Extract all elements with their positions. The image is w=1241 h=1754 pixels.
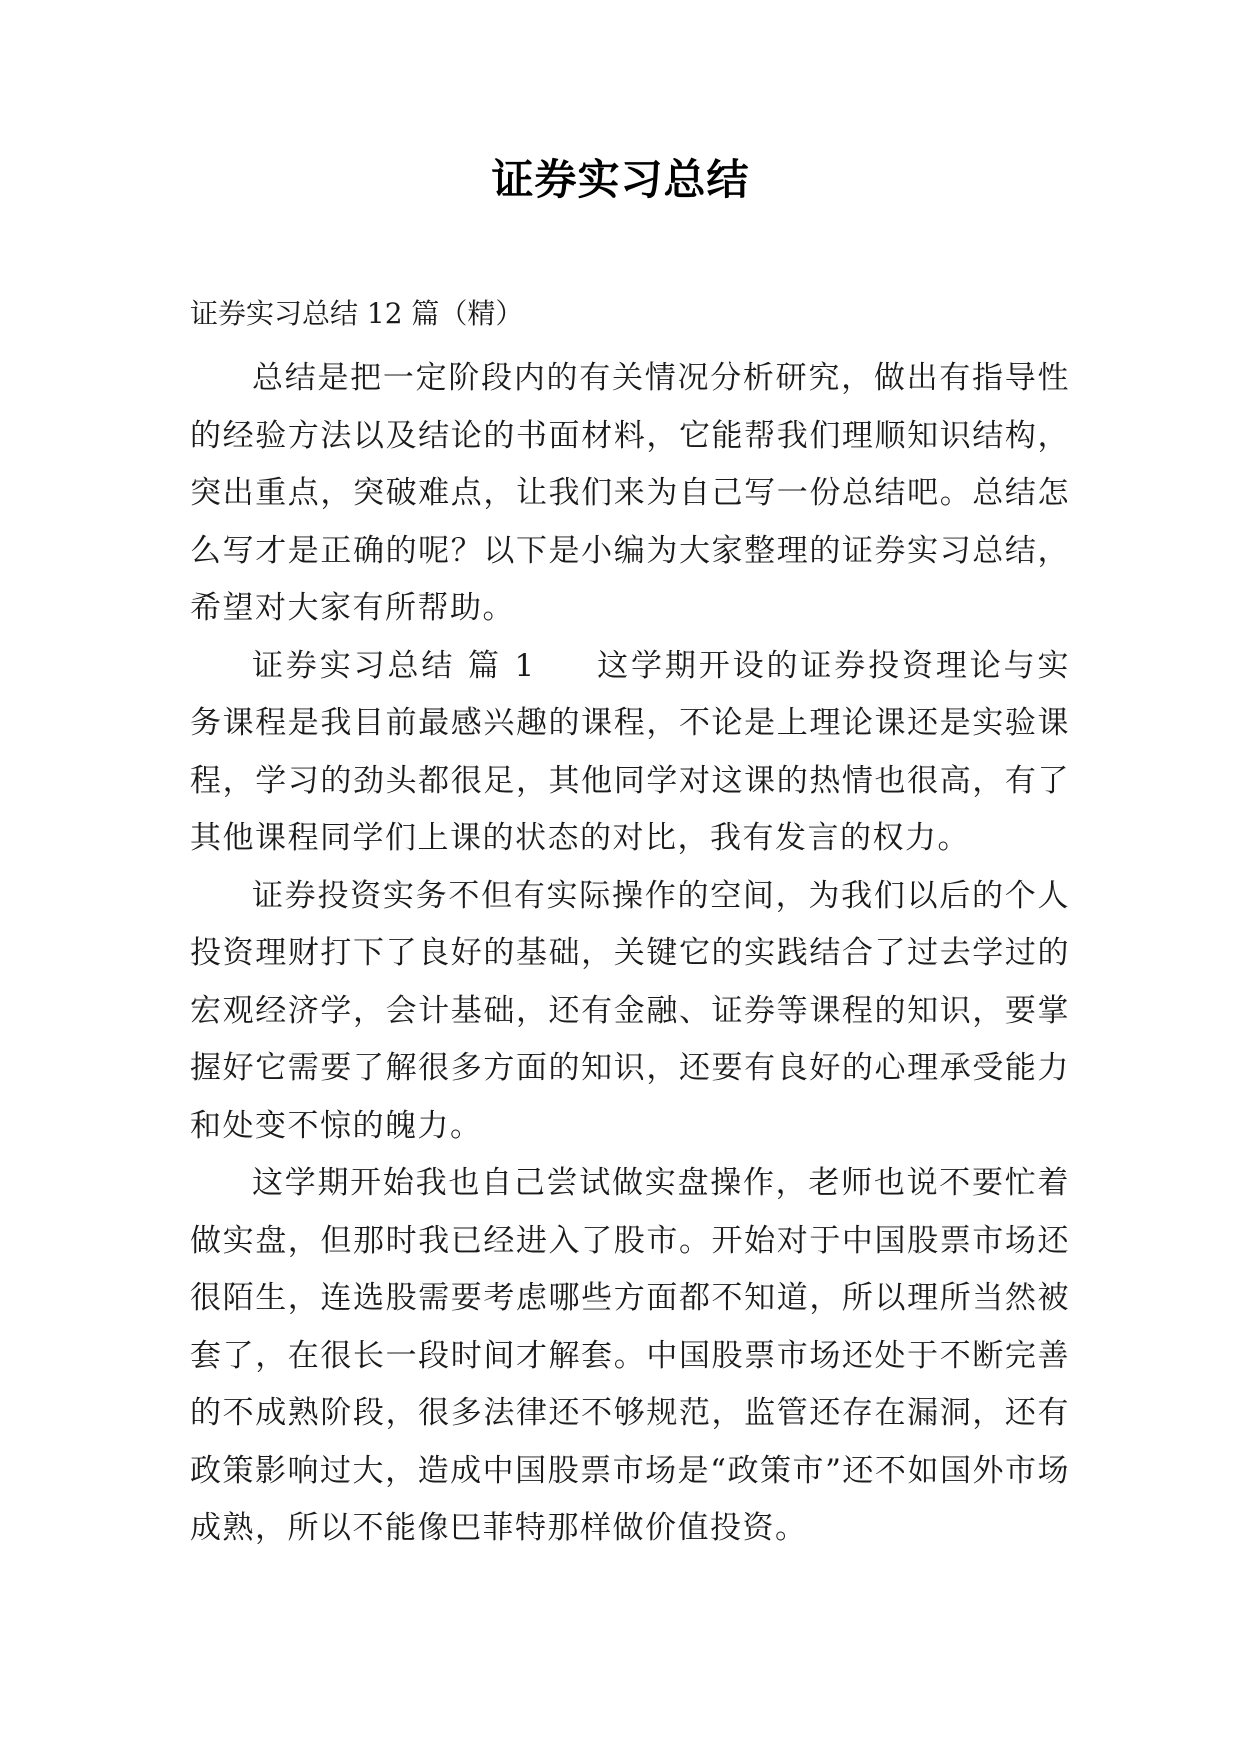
document-subtitle: 证券实习总结 12 篇（精） bbox=[190, 297, 524, 330]
section-1-paragraph bbox=[190, 638, 1070, 868]
intro-paragraph: 总结是把一定阶段内的有关情况分析研究，做出有指导性的经验方法以及结论的书面材料，它能帮我们理顺知识结构，突出重点，突破难点，让我们来为自己写一份总结吧。总结怎么写才是正确的呢？以下是小编为大家整理的证券实习总结，希望对大家有所帮助。 bbox=[190, 360, 1070, 626]
document-title: 证券实习总结 bbox=[491, 155, 750, 204]
document-body bbox=[190, 350, 1070, 1558]
body-paragraph-2: 证券投资实务不但有实际操作的空间，为我们以后的个人投资理财打下了良好的基础，关键它的实践结合了过去学过的宏观经济学，会计基础，还有金融、证券等课程的知识，要掌握好它需要了解很多方面的知识，还要有良好的心理承受能力和处变不惊的魄力。 bbox=[190, 877, 1070, 1144]
body-paragraph-3: 这学期开始我也自己尝试做实盘操作，老师也说不要忙着做实盘，但那时我已经进入了股市。开始对于中国股票市场还很陌生，连选股需要考虑哪些方面都不知道，所以理所当然被套了，在很长一段时间才解套。中国股票市场还处于不断完善的不成熟阶段，很多法律还不够规范，监管还存在漏洞，还有政策影响过大，造成中国股票市场是“政策市”还不如国外市场成熟，所以不能像巴菲特那样做价值投资。 bbox=[190, 1165, 1070, 1546]
section-heading: 证券实习总结 篇 1 bbox=[252, 647, 536, 684]
section-1-text: 这学期开设的证券投资理论与实务课程是我目前最感兴趣的课程，不论是上理论课还是实验课程，学习的劲头都很足，其他同学对这课的热情也很高，有了其他课程同学们上课的状态的对比，我有发言的权力。 bbox=[190, 647, 1070, 856]
